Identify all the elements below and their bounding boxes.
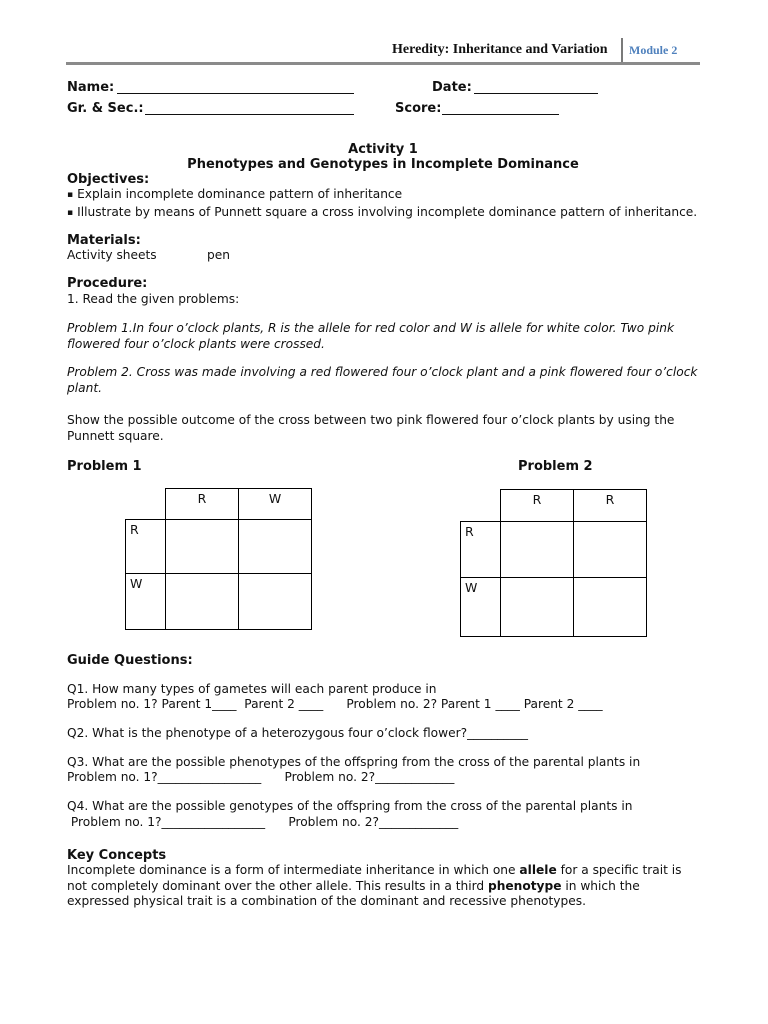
punnett-answer-cell[interactable] — [239, 574, 312, 630]
materials-heading: Materials: — [67, 233, 141, 248]
objectives-heading: Objectives: — [67, 172, 150, 187]
punnett-corner — [126, 489, 166, 520]
key-text-part: in which the expressed physical trait is a combination of the dominant and recessive phenotypes. — [67, 878, 640, 908]
punnett-corner — [461, 490, 501, 522]
grade-section-label: Gr. & Sec.: — [67, 101, 144, 116]
allele-term: allele — [519, 863, 557, 877]
score-label: Score: — [395, 101, 442, 116]
punnett-answer-cell[interactable] — [574, 578, 647, 637]
problem-2-text: Problem 2. Cross was made involving a red flowered four o’clock plant and a pink flowered four o’clock plant. — [67, 365, 698, 395]
punnett-header-cell: R — [501, 490, 574, 522]
key-concepts-text — [67, 863, 692, 910]
procedure-heading: Procedure: — [67, 276, 148, 291]
question-2: Q2. What is the phenotype of a heterozygous four o’clock flower?__________ — [67, 726, 529, 740]
instruction-text: Show the possible outcome of the cross between two pink flowered four o’clock plants by using the Punnett square. — [67, 413, 675, 443]
header-rule — [66, 62, 700, 65]
module-header-title: Heredity: Inheritance and Variation — [392, 42, 608, 57]
procedure-step: 1. Read the given problems: — [67, 292, 240, 306]
objective-item: ▪ Explain incomplete dominance pattern of inheritance — [67, 187, 402, 201]
activity-title: Phenotypes and Genotypes in Incomplete Dominance — [187, 157, 579, 172]
date-label: Date: — [432, 80, 472, 95]
punnett-answer-cell[interactable] — [574, 522, 647, 578]
question-4-answers: Problem no. 1?_________________ Problem no. 2?_____________ — [67, 815, 459, 829]
punnett-side-cell: R — [461, 522, 501, 578]
header-separator — [621, 38, 623, 64]
punnett-answer-cell[interactable] — [501, 578, 574, 637]
phenotype-term: phenotype — [488, 878, 562, 893]
activity-number: Activity 1 — [348, 142, 418, 157]
name-field[interactable] — [117, 80, 354, 94]
key-text-part: for a specific trait is not completely dominant over the other allele. This results in a third — [67, 863, 682, 893]
punnett-header-cell: W — [239, 489, 312, 520]
punnett-answer-cell[interactable] — [166, 574, 239, 630]
punnett-side-cell: W — [461, 578, 501, 637]
problem-2-label: Problem 2 — [518, 459, 593, 474]
punnett-side-cell: W — [126, 574, 166, 630]
key-concepts-heading: Key Concepts — [67, 848, 167, 863]
question-4: Q4. What are the possible genotypes of the offspring from the cross of the parental plants in — [67, 799, 633, 813]
punnett-square-1 — [125, 488, 312, 630]
date-field[interactable] — [474, 80, 598, 94]
name-label: Name: — [67, 80, 115, 95]
problem-1-text: Problem 1.In four o’clock plants, R is the allele for red color and W is allele for white color. Two pink flowered four o’clock plants were crossed. — [67, 321, 675, 351]
material-item: Activity sheets — [67, 248, 157, 262]
key-text-part: Incomplete dominance is a form of intermediate inheritance in which one — [67, 863, 520, 877]
problem-1-label: Problem 1 — [67, 459, 142, 474]
material-item: pen — [207, 248, 230, 262]
punnett-side-cell: R — [126, 520, 166, 574]
punnett-answer-cell[interactable] — [239, 520, 312, 574]
objective-item: ▪ Illustrate by means of Punnett square a cross involving incomplete dominance pattern of inheritance. — [67, 205, 697, 219]
grade-section-field[interactable] — [145, 101, 354, 115]
question-1-answers: Problem no. 1? Parent 1____ Parent 2 ____ Problem no. 2? Parent 1 ____ Parent 2 ____ — [67, 697, 603, 711]
question-1: Q1. How many types of gametes will each parent produce in — [67, 682, 437, 696]
punnett-answer-cell[interactable] — [501, 522, 574, 578]
score-field[interactable] — [442, 101, 559, 115]
guide-questions-heading: Guide Questions: — [67, 653, 193, 668]
module-label: Module 2 — [629, 43, 678, 57]
punnett-header-cell: R — [166, 489, 239, 520]
punnett-header-cell: R — [574, 490, 647, 522]
question-3-answers: Problem no. 1?_________________ Problem no. 2?_____________ — [67, 770, 455, 784]
punnett-answer-cell[interactable] — [166, 520, 239, 574]
punnett-square-2 — [460, 489, 647, 637]
question-3: Q3. What are the possible phenotypes of the offspring from the cross of the parental plants in — [67, 755, 641, 769]
